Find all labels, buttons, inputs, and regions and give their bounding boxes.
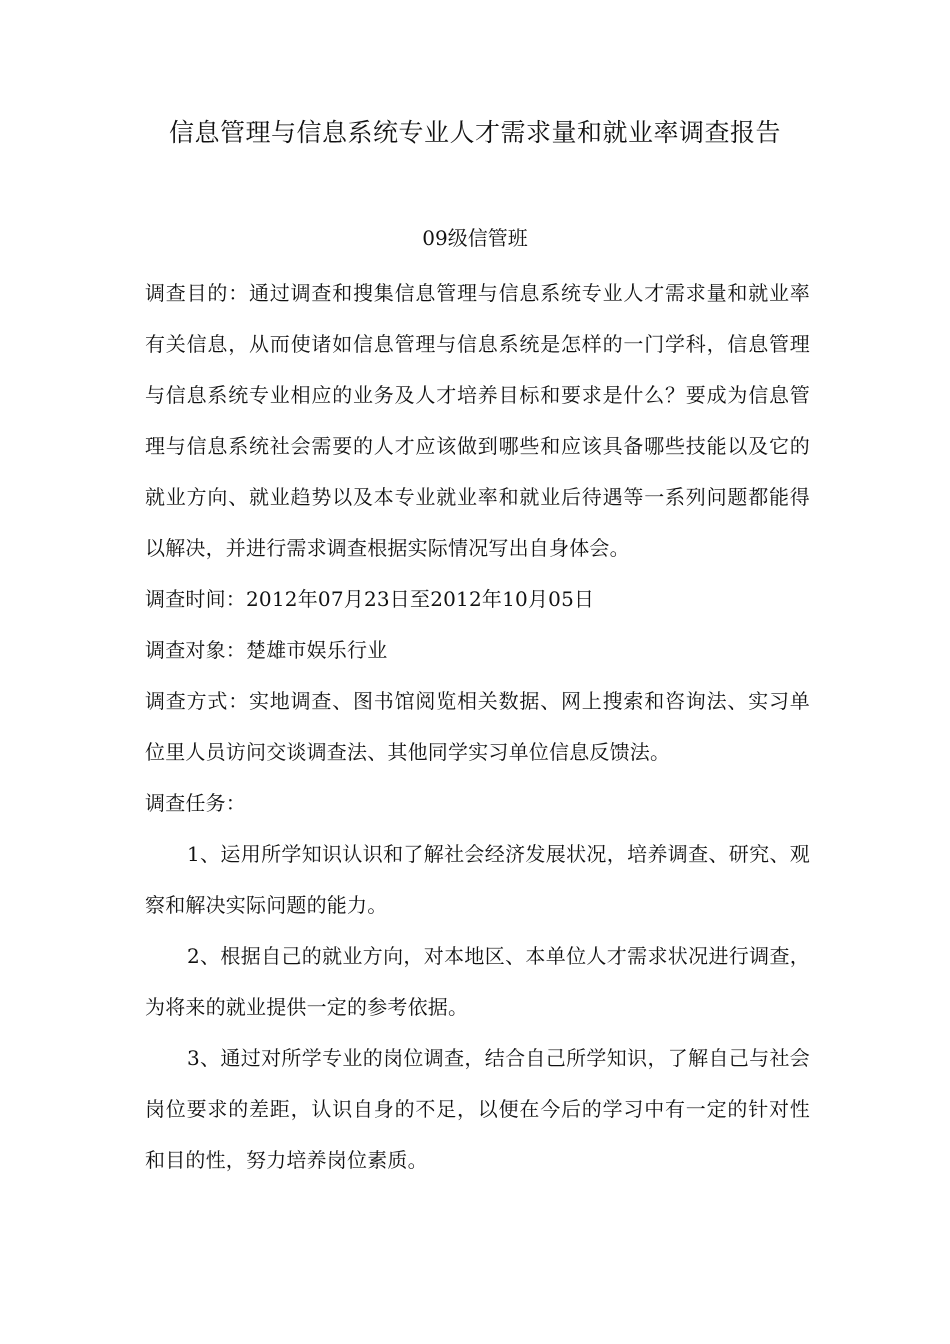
class-subtitle: 09级信管班 (422, 226, 528, 250)
task-item-1: 1、运用所学知识认识和了解社会经济发展状况，培养调查、研究、观察和解决实际问题的能力。 (145, 842, 810, 917)
method-paragraph: 调查方式：实地调查、图书馆阅览相关数据、网上搜索和咨询法、实习单位里人员访问交谈调查法、其他同学实习单位信息反馈法。 (145, 689, 810, 764)
task-item-3: 3、通过对所学专业的岗位调查，结合自己所学知识，了解自己与社会岗位要求的差距，认识自身的不足，以便在今后的学习中有一定的针对性和目的性，努力培养岗位素质。 (145, 1046, 810, 1172)
report-body (145, 268, 810, 1186)
tasks-heading: 调查任务： (145, 791, 246, 815)
time-paragraph: 调查时间：2012年07月23日至2012年10月05日 (145, 587, 595, 611)
subject-paragraph: 调查对象：楚雄市娱乐行业 (145, 638, 388, 662)
task-item-2: 2、根据自己的就业方向，对本地区、本单位人才需求状况进行调查，为将来的就业提供一定的参考依据。 (145, 944, 810, 1019)
report-title: 信息管理与信息系统专业人才需求量和就业率调查报告 (168, 118, 781, 147)
purpose-paragraph: 调查目的：通过调查和搜集信息管理与信息系统专业人才需求量和就业率有关信息，从而使诸如信息管理与信息系统是怎样的一门学科，信息管理与信息系统专业相应的业务及人才培养目标和要求是什么？要成为信息管理与信息系统社会需要的人才应该做到哪些和应该具备哪些技能以及它的就业方向、就业趋势以及本专业就业率和就业后待遇等一系列问题都能得以解决，并进行需求调查根据实际情况写出自身体会。 (145, 281, 810, 560)
